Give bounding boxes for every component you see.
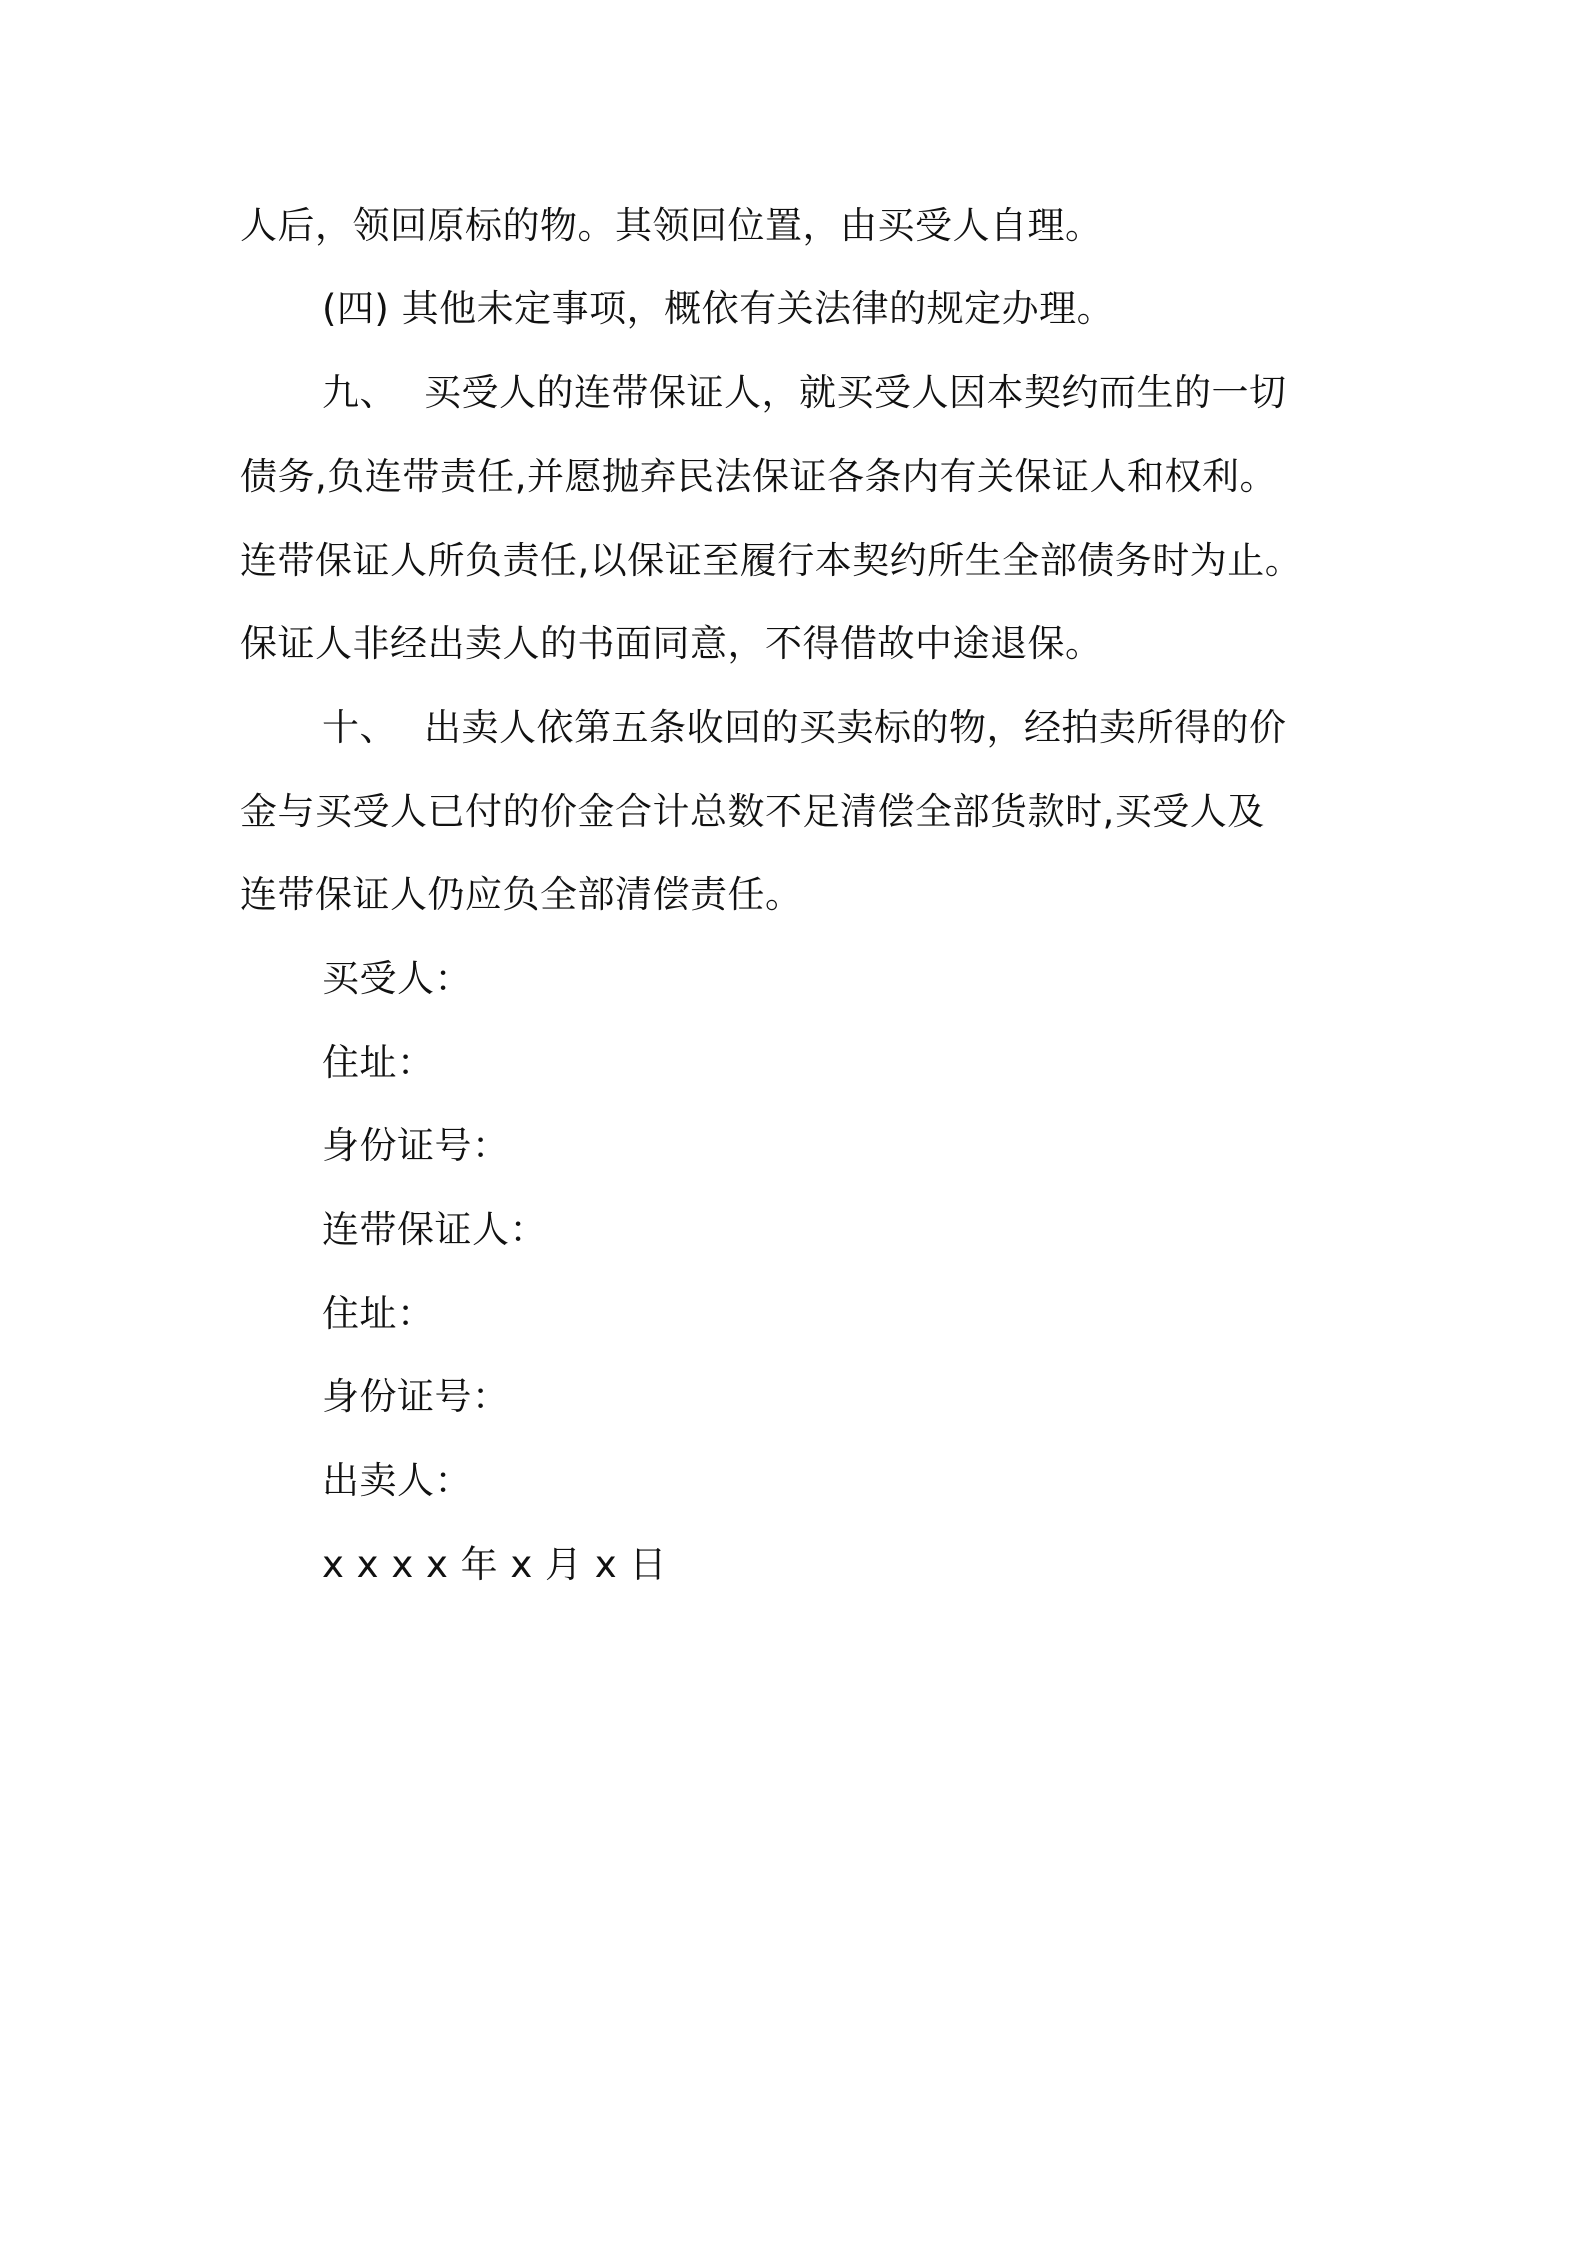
clause-9-line-1 [322, 367, 1462, 419]
buyer-label: 买受人： [322, 957, 472, 1000]
clause-10-number: 十、 [322, 706, 397, 749]
date-line: x x x x 年 x 月 x 日 [322, 1543, 667, 1586]
guarantor-id-label: 身份证号： [322, 1375, 510, 1418]
buyer-id-label: 身份证号： [322, 1124, 510, 1167]
buyer-address-label: 住址： [322, 1041, 435, 1084]
guarantor-address-label: 住址： [322, 1292, 435, 1335]
guarantor-label: 连带保证人： [322, 1208, 547, 1251]
clause-9-line-2: 债务,负连带责任,并愿抛弃民法保证各条内有关保证人和权利。 [240, 455, 1278, 498]
clause-9-number: 九、 [322, 371, 397, 414]
clause-9-line-4: 保证人非经出卖人的书面同意，不得借故中途退保。 [240, 622, 1103, 665]
clause-9-line-3: 连带保证人所负责任,以保证至履行本契约所生全部债务时为止。 [240, 539, 1303, 582]
paragraph-line-1: 人后，领回原标的物。其领回位置，由买受人自理。 [240, 204, 1103, 247]
clause-10-line-2: 金与买受人已付的价金合计总数不足清偿全部货款时,买受人及 [240, 790, 1265, 833]
seller-label: 出卖人： [322, 1459, 472, 1502]
clause-10-line-1 [322, 702, 1462, 754]
clause-10-text-1: 出卖人依第五条收回的买卖标的物，经拍卖所得的价 [424, 706, 1287, 749]
clause-10-line-3: 连带保证人仍应负全部清偿责任。 [240, 873, 803, 916]
clause-9-text-1: 买受人的连带保证人，就买受人因本契约而生的一切 [424, 371, 1287, 414]
clause-4-line: (四) 其他未定事项，概依有关法律的规定办理。 [322, 287, 1115, 330]
